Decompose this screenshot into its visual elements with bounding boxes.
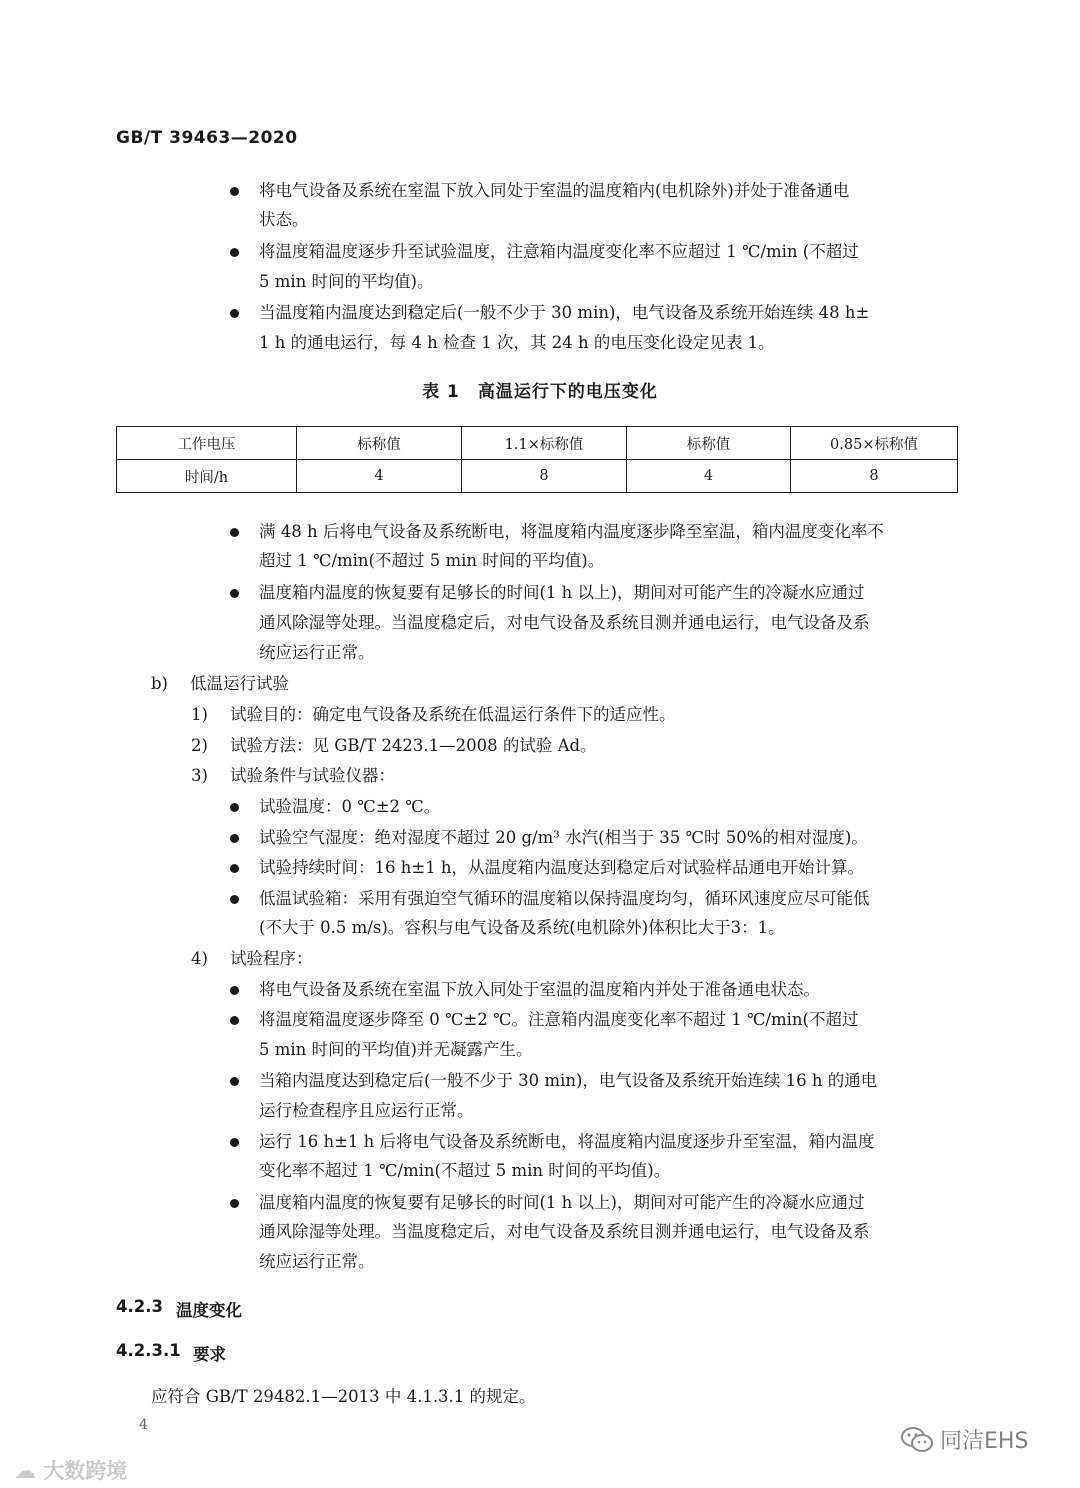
cloud-logo-icon: ☁: [14, 1459, 36, 1484]
text-line: 当温度箱内温度达到稳定后(一般不少于 30 min)，电气设备及系统开始连续 48 h±: [259, 303, 870, 322]
table-cell: 4: [297, 460, 462, 493]
list-item: 试验程序：: [230, 949, 313, 968]
table-cell: 1.1×标称值: [462, 427, 627, 460]
list-item: 试验方法：见 GB/T 2423.1—2008 的试验 Ad。: [230, 736, 597, 755]
text-line: 通风除湿等处理。当温度稳定后，对电气设备及系统目测并通电运行，电气设备及系: [259, 1222, 870, 1241]
text-line: 试验持续时间：16 h±1 h，从温度箱内温度达到稳定后对试验样品通电开始计算。: [259, 858, 865, 877]
text-line: 温度箱内温度的恢复要有足够长的时间(1 h 以上)，期间对可能产生的冷凝水应通过: [259, 1193, 865, 1212]
list-item: 试验目的：确定电气设备及系统在低温运行条件下的适应性。: [230, 705, 676, 724]
voltage-table: [116, 426, 958, 493]
text-line: 将温度箱温度逐步升至试验温度，注意箱内温度变化率不应超过 1 ℃/min (不超过: [259, 242, 859, 261]
table-cell: 时间/h: [117, 460, 297, 493]
list-marker: 3): [191, 766, 208, 785]
text-line: 将温度箱温度逐步降至 0 ℃±2 ℃。注意箱内温度变化率不超过 1 ℃/min(不超过: [259, 1010, 859, 1029]
text-line: 统应运行正常。: [259, 1252, 375, 1271]
text-line: 状态。: [259, 210, 309, 229]
list-marker: 1): [191, 705, 208, 724]
section-title: 低温运行试验: [190, 674, 289, 693]
text-line: 1 h 的通电运行，每 4 h 检查 1 次，其 24 h 的电压变化设定见表 1。: [259, 333, 775, 352]
bullet-icon: [230, 187, 239, 196]
standard-code: GB/T 39463—2020: [116, 128, 298, 148]
watermark-right-text: 同洁EHS: [940, 1429, 1029, 1454]
bullet-icon: [230, 895, 239, 904]
table-caption: 表 1 高温运行下的电压变化: [422, 382, 658, 402]
bullet-icon: [230, 1016, 239, 1025]
page-number: 4: [139, 1417, 148, 1433]
section-title: 温度变化: [176, 1301, 242, 1320]
bullet-icon: [230, 248, 239, 257]
table-cell: 8: [791, 460, 958, 493]
text-line: 试验空气湿度：绝对湿度不超过 20 g/m³ 水汽(相当于 35 ℃时 50%的相对湿度)。: [259, 828, 868, 847]
text-line: 将电气设备及系统在室温下放入同处于室温的温度箱内并处于准备通电状态。: [259, 980, 820, 999]
list-item: 试验条件与试验仪器：: [230, 766, 395, 785]
text-line: 5 min 时间的平均值)。: [259, 272, 434, 291]
table-cell: 标称值: [297, 427, 462, 460]
bullet-icon: [230, 1199, 239, 1208]
text-line: 变化率不超过 1 ℃/min(不超过 5 min 时间的平均值)。: [259, 1161, 671, 1180]
table-row: [117, 427, 958, 460]
text-line: 5 min 时间的平均值)并无凝露产生。: [259, 1040, 533, 1059]
table-cell: 标称值: [627, 427, 791, 460]
text-line: 通风除湿等处理。当温度稳定后，对电气设备及系统目测并通电运行，电气设备及系: [259, 613, 870, 632]
bullet-icon: [230, 589, 239, 598]
table-cell: 0.85×标称值: [791, 427, 958, 460]
table-cell: 4: [627, 460, 791, 493]
bullet-icon: [230, 803, 239, 812]
body-text: 应符合 GB/T 29482.1—2013 中 4.1.3.1 的规定。: [151, 1387, 536, 1406]
bullet-icon: [230, 1077, 239, 1086]
text-line: 低温试验箱：采用有强迫空气循环的温度箱以保持温度均匀，循环风速度应尽可能低: [259, 889, 870, 908]
watermark-left: [14, 1455, 127, 1485]
text-line: 当箱内温度达到稳定后(一般不少于 30 min)，电气设备及系统开始连续 16 h 的通电: [259, 1071, 878, 1090]
bullet-icon: [230, 834, 239, 843]
bullet-icon: [230, 1138, 239, 1147]
list-marker: 4): [191, 949, 208, 968]
watermark-right: [900, 1424, 1028, 1455]
bullet-icon: [230, 528, 239, 537]
bullet-icon: [230, 864, 239, 873]
wechat-icon: [900, 1426, 934, 1454]
text-line: 试验温度：0 ℃±2 ℃。: [259, 797, 441, 816]
list-marker: b): [151, 674, 168, 693]
text-line: 将电气设备及系统在室温下放入同处于室温的温度箱内(电机除外)并处于准备通电: [259, 181, 850, 200]
text-line: (不大于 0.5 m/s)。容积与电气设备及系统(电机除外)体积比大于3：1。: [259, 918, 785, 937]
subsection-number: 4.2.3.1: [116, 1341, 181, 1360]
subsection-title: 要求: [193, 1345, 226, 1364]
text-line: 超过 1 ℃/min(不超过 5 min 时间的平均值)。: [259, 551, 605, 570]
watermark-left-text: 大数跨境: [43, 1459, 128, 1483]
table-cell: 工作电压: [117, 427, 297, 460]
text-line: 温度箱内温度的恢复要有足够长的时间(1 h 以上)，期间对可能产生的冷凝水应通过: [259, 583, 865, 602]
table-cell: 8: [462, 460, 627, 493]
table-row: [117, 460, 958, 493]
section-number: 4.2.3: [116, 1297, 163, 1316]
text-line: 统应运行正常。: [259, 643, 375, 662]
bullet-icon: [230, 986, 239, 995]
text-line: 运行 16 h±1 h 后将电气设备及系统断电，将温度箱内温度逐步升至室温，箱内温度: [259, 1132, 875, 1151]
list-marker: 2): [191, 736, 208, 755]
text-line: 运行检查程序且应运行正常。: [259, 1101, 474, 1120]
bullet-icon: [230, 309, 239, 318]
text-line: 满 48 h 后将电气设备及系统断电，将温度箱内温度逐步降至室温，箱内温度变化率不: [259, 522, 884, 541]
